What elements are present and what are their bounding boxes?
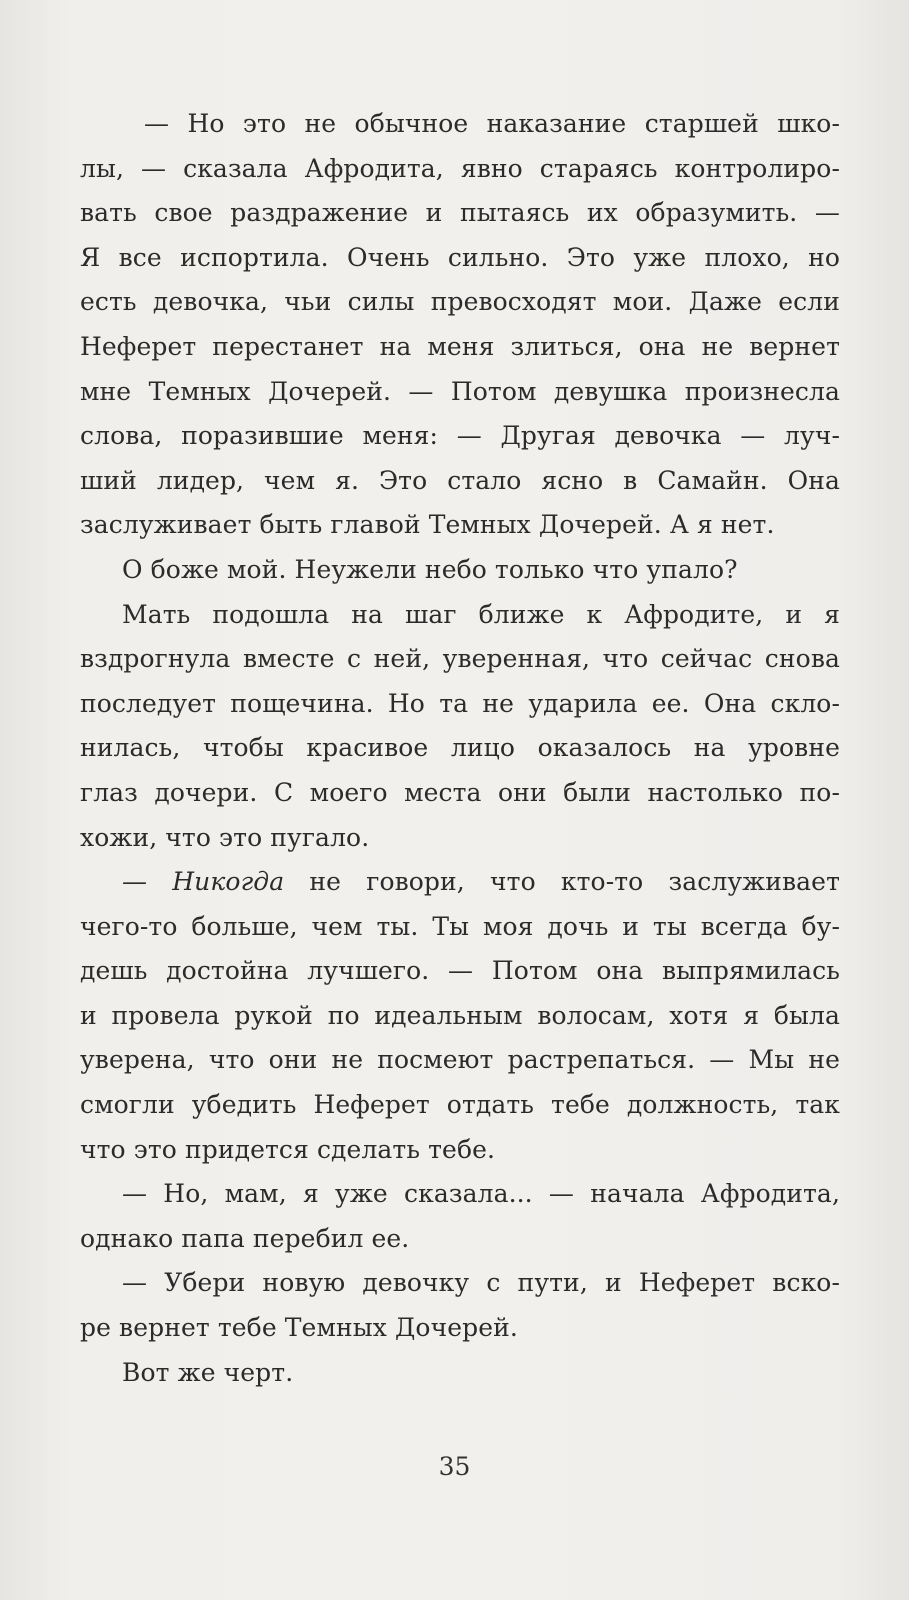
emphasis-word: Никогда xyxy=(172,867,285,897)
text-line: однако папа перебил ее. xyxy=(80,1223,410,1253)
text-line: смогли убедить Неферет отдать тебе должность, так xyxy=(80,1090,840,1120)
text-line: хожи, что это пугало. xyxy=(80,822,370,852)
body-text xyxy=(80,102,840,1395)
text-line: нилась, чтобы красивое лицо оказалось на уровне xyxy=(80,733,840,763)
text-line: и провела рукой по идеальным волосам, хотя я была xyxy=(80,1000,840,1030)
text-line: Вот же черт. xyxy=(122,1357,294,1387)
text-line: — Но, мам, я уже сказала... — начала Афродита, xyxy=(122,1179,840,1209)
text-line: — Убери новую девочку с пути, и Неферет вско- xyxy=(122,1268,840,1298)
text-line: вать свое раздражение и пытаясь их образумить. — xyxy=(80,198,840,228)
text-line: ший лидер, чем я. Это стало ясно в Самайн. Она xyxy=(80,465,840,495)
page-number: 35 xyxy=(438,1452,471,1481)
text-line: заслуживает быть главой Темных Дочерей. А я нет. xyxy=(80,510,775,540)
text-line: уверена, что они не посмеют растрепаться. — Мы не xyxy=(80,1045,840,1075)
text-line: ре вернет тебе Темных Дочерей. xyxy=(80,1313,518,1343)
text-line: что это придется сделать тебе. xyxy=(80,1134,496,1164)
line-prefix: — xyxy=(122,867,173,897)
text-line: — Но это не обычное наказание старшей шко- xyxy=(144,109,840,138)
line-rest: не говори, что кто-то заслуживает xyxy=(284,867,840,897)
text-line: глаз дочери. С моего места они были настолько по- xyxy=(80,777,840,807)
text-line: Я все испортила. Очень сильно. Это уже плохо, но xyxy=(80,242,840,272)
text-line: мне Темных Дочерей. — Потом девушка произнесла xyxy=(80,376,840,406)
text-line: есть девочка, чьи силы превосходят мои. Даже если xyxy=(80,287,840,317)
text-line: слова, поразившие меня: — Другая девочка — луч- xyxy=(80,421,840,451)
text-line: вздрогнула вместе с ней, уверенная, что сейчас снова xyxy=(80,644,840,674)
text-line: лы, — сказала Афродита, явно стараясь контролиро- xyxy=(80,153,840,183)
text-line: дешь достойна лучшего. — Потом она выпрямилась xyxy=(80,956,840,986)
text-line: Неферет перестанет на меня злиться, она не вернет xyxy=(80,331,840,361)
text-line: последует пощечина. Но та не ударила ее. Она скло- xyxy=(80,688,840,718)
text-line xyxy=(80,860,840,905)
text-line: чего-то больше, чем ты. Ты моя дочь и ты всегда бу- xyxy=(80,911,840,941)
text-line: О боже мой. Неужели небо только что упало? xyxy=(122,554,738,584)
text-line: Мать подошла на шаг ближе к Афродите, и я xyxy=(122,599,840,629)
